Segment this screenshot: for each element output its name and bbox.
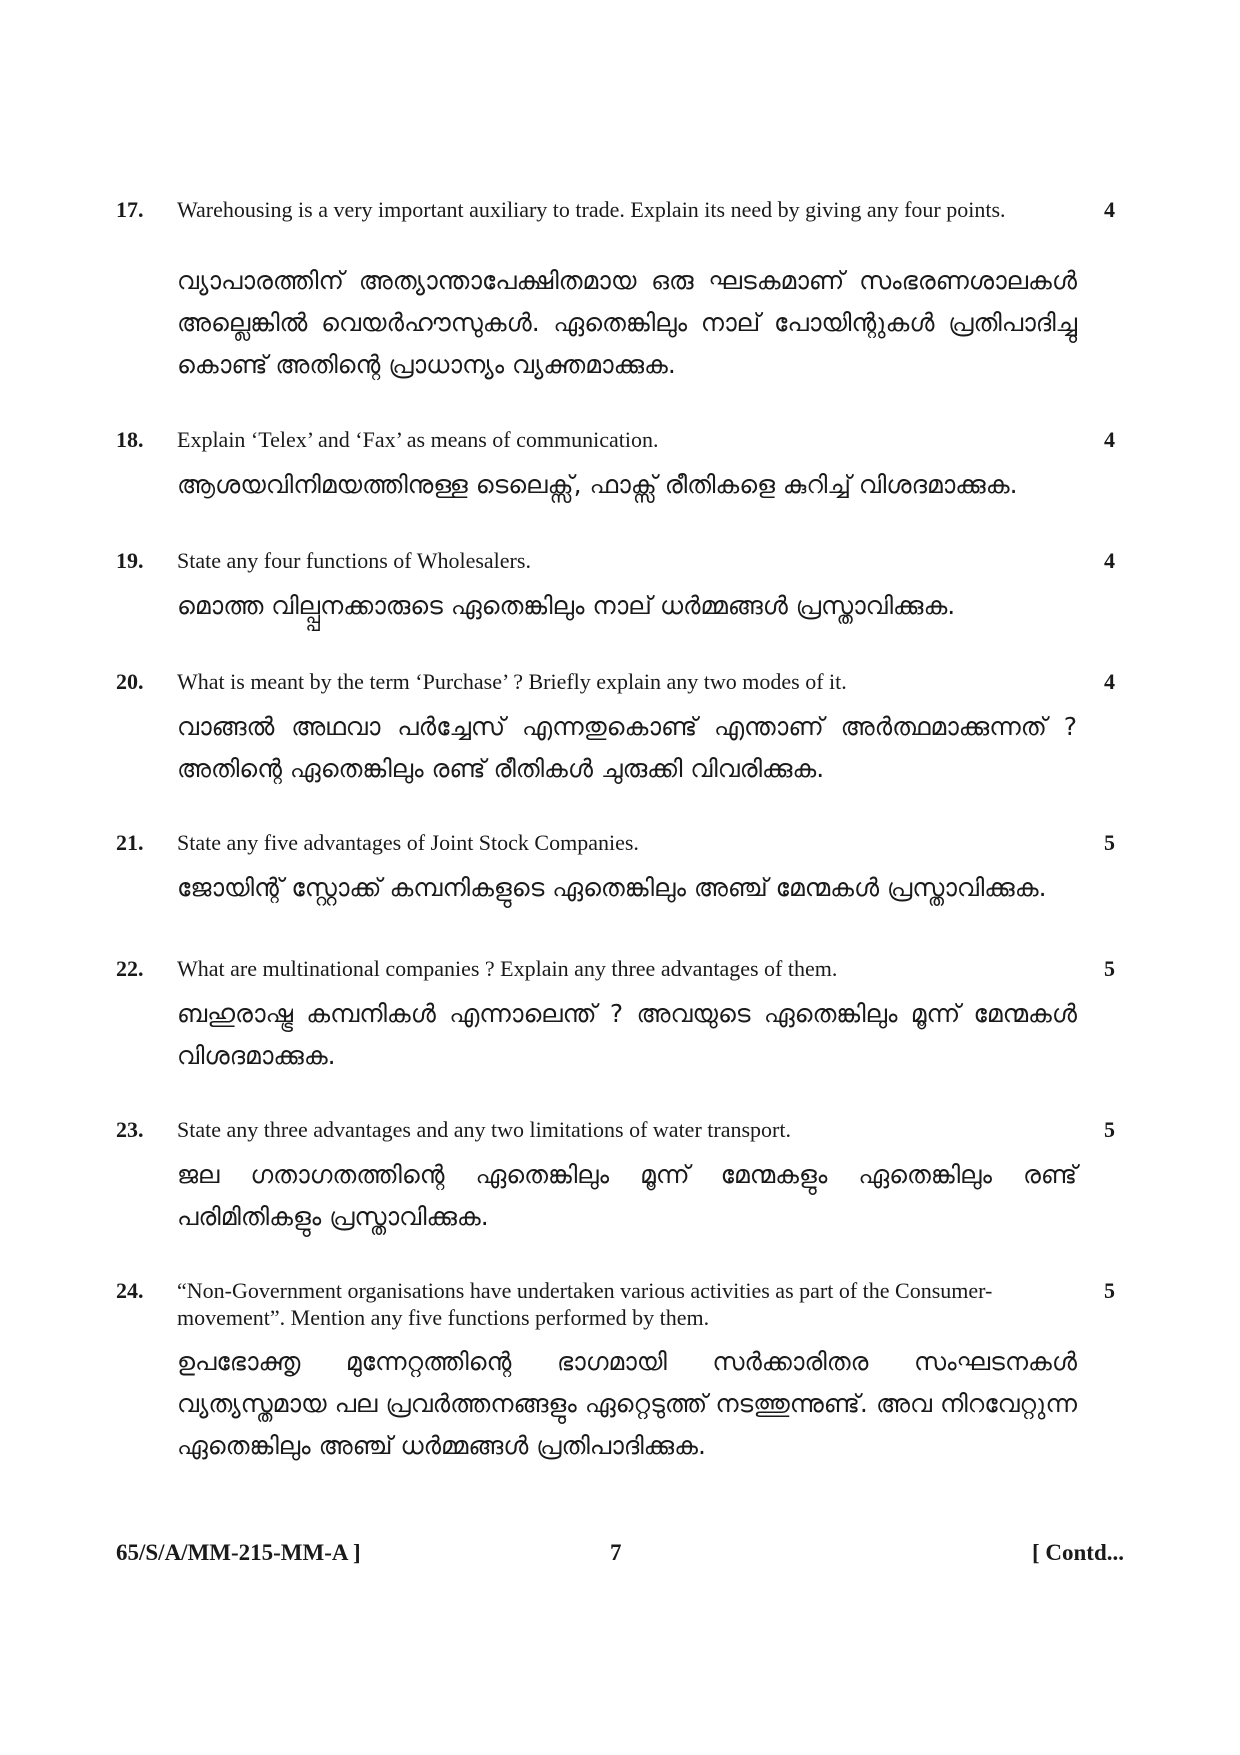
continued-marker: [ Contd... (1032, 1540, 1125, 1565)
question-text-malayalam: ജല ഗതാഗതത്തിന്റെ ഏതെങ്കിലും മൂന്ന് മേന്മകളും ഏതെങ്കിലും രണ്ട് പരിമിതികളും പ്രസ്താവിക്കുക. (177, 1160, 1077, 1231)
question-marks: 4 (1104, 197, 1115, 222)
question-marks: 5 (1104, 956, 1115, 981)
question-number: 20. (116, 669, 144, 694)
question-marks: 4 (1104, 548, 1115, 573)
question-marks: 5 (1104, 1278, 1115, 1303)
question-text-english: Explain ‘Telex’ and ‘Fax’ as means of communication. (177, 427, 659, 452)
question-text-malayalam: വാങ്ങൽ അഥവാ പർച്ചേസ് എന്നതുകൊണ്ട് എന്താണ് അർത്ഥമാക്കുന്നത് ? അതിന്റെ ഏതെങ്കിലും രണ്ട് രീതികൾ ചുരുക്കി വിവരിക്കുക. (177, 712, 1077, 783)
question-text-malayalam: വ്യാപാരത്തിന് അത്യാന്താപേക്ഷിതമായ ഒരു ഘടകമാണ് സംഭരണശാലകൾ അല്ലെങ്കിൽ വെയർഹൗസുകൾ. ഏതെങ്കിലും നാല് പോയിന്റുകൾ പ്രതിപാദിച്ചു കൊണ്ട് അതിന്റെ പ്രാധാന്യം വ്യക്തമാക്കുക. (177, 266, 1077, 379)
question-text-malayalam: ഉപഭോക്തൃ മുന്നേറ്റത്തിന്റെ ഭാഗമായി സർക്കാരിതര സംഘടനകൾ വ്യത്യസ്തമായ പല പ്രവർത്തനങ്ങളും ഏറ്റെടുത്ത് നടത്തുന്നുണ്ട്. അവ നിറവേറ്റുന്ന ഏതെങ്കിലും അഞ്ച് ധർമ്മങ്ങൾ പ്രതിപാദിക്കുക. (177, 1347, 1077, 1460)
question-text-malayalam: ആശയവിനിമയത്തിനുള്ള ടെലെക്സ്, ഫാക്സ് രീതികളെ കുറിച്ച് വിശദമാക്കുക. (177, 470, 1018, 499)
question-number: 17. (116, 197, 144, 222)
question-number: 18. (116, 427, 144, 452)
question-number: 24. (116, 1278, 144, 1303)
page-number: 7 (610, 1540, 622, 1565)
question-text-english: State any four functions of Wholesalers. (177, 548, 531, 573)
question-text-english: State any five advantages of Joint Stock Companies. (177, 830, 639, 855)
question-marks: 5 (1104, 830, 1115, 855)
question-text-english: State any three advantages and any two limitations of water transport. (177, 1117, 791, 1142)
page-footer (0, 1540, 1240, 1574)
question-text-malayalam: ബഹുരാഷ്ട്ര കമ്പനികൾ എന്നാലെന്ത് ? അവയുടെ ഏതെങ്കിലും മൂന്ന് മേന്മകൾ വിശദമാക്കുക. (177, 999, 1077, 1070)
paper-code: 65/S/A/MM-215-MM-A ] (116, 1540, 361, 1565)
question-number: 19. (116, 548, 144, 573)
question-text-malayalam: ജോയിന്റ് സ്റ്റോക്ക് കമ്പനികളുടെ ഏതെങ്കിലും അഞ്ച് മേന്മകൾ പ്രസ്താവിക്കുക. (177, 873, 1047, 902)
question-marks: 4 (1104, 427, 1115, 452)
question-number: 22. (116, 956, 144, 981)
question-marks: 4 (1104, 669, 1115, 694)
question-number: 21. (116, 830, 144, 855)
question-text-english: What is meant by the term ‘Purchase’ ? Briefly explain any two modes of it. (177, 669, 847, 694)
question-number: 23. (116, 1117, 144, 1142)
question-text-english: Warehousing is a very important auxiliary to trade. Explain its need by giving any four points. (177, 197, 1006, 222)
question-text-english: What are multinational companies ? Explain any three advantages of them. (177, 956, 838, 981)
question-marks: 5 (1104, 1117, 1115, 1142)
question-text-english: “Non-Government organisations have undertaken various activities as part of the Consumer-movement”. Mention any five functions performed by them. (177, 1278, 993, 1330)
question-text-malayalam: മൊത്ത വില്പ്പനക്കാരുടെ ഏതെങ്കിലും നാല് ധർമ്മങ്ങൾ പ്രസ്താവിക്കുക. (177, 591, 956, 620)
